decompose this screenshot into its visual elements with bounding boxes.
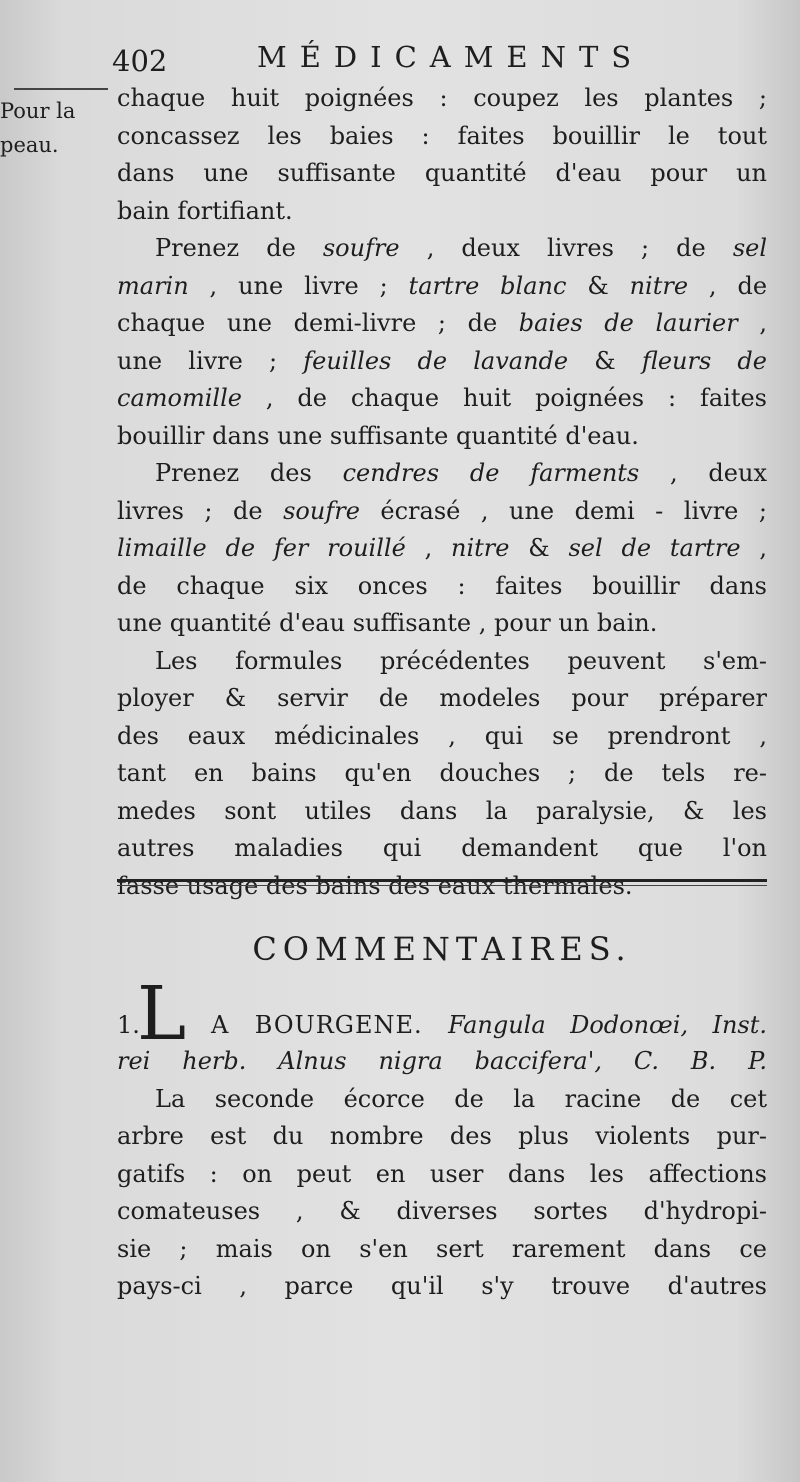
running-title: MÉDICAMENTS [257, 40, 645, 74]
text-line: des eaux médicinales , qui se prendront , [117, 721, 767, 750]
margin-note-line: Pour la [0, 99, 76, 123]
commentary-entry [117, 971, 768, 1306]
text-line: sie ; mais on s'en sert rarement dans ce [117, 1234, 767, 1263]
text-line: limaille de fer rouillé , nitre & sel de tartre , [117, 534, 767, 562]
text-line: de chaque six onces : faites bouillir dans [117, 571, 767, 600]
text-line: fasse usage des bains des eaux thermales. [117, 871, 633, 900]
text-line: bouillir dans une suffisante quantité d'eau. [117, 421, 639, 450]
text-line: dans une suffisante quantité d'eau pour un [117, 159, 767, 187]
text-line: La seconde écorce de la racine de cet [155, 1084, 767, 1113]
entry-number: 1. [117, 1011, 140, 1039]
margin-note-line: peau. [0, 133, 59, 157]
text-line: concassez les baies : faites bouillir le tout [117, 121, 767, 150]
text-line: autres maladies qui demandent que l'on [117, 834, 767, 862]
text-line: une livre ; feuilles de lavande & fleurs de [117, 346, 767, 375]
text-line: tant en bains qu'en douches ; de tels re- [117, 759, 767, 787]
text-line: rei herb. Alnus nigra baccifera', C. B. P. [117, 1047, 767, 1075]
divider-thick [117, 879, 767, 882]
text-line: ployer & servir de modeles pour préparer [117, 684, 767, 712]
text-line: medes sont utiles dans la paralysie, & les [117, 796, 767, 825]
margin-note [0, 94, 108, 162]
text-line: arbre est du nombre des plus violents pur- [117, 1122, 767, 1150]
text-line: pays-ci , parce qu'il s'y trouve d'autres [117, 1272, 767, 1300]
drop-cap: L [137, 971, 187, 1057]
text-line: Prenez des cendres de farments , deux [155, 459, 767, 487]
text-line: Prenez de soufre , deux livres ; de sel [155, 234, 768, 262]
entry-heading: A BOURGENE. Fangula Dodonœi, Inst. [211, 1011, 768, 1039]
page-number: 402 [112, 44, 168, 78]
entry-first-line [117, 971, 768, 1057]
text-line: marin , une livre ; tartre blanc & nitre , de [117, 271, 768, 300]
margin-rule [14, 88, 108, 90]
text-line: bain fortifiant. [117, 196, 293, 225]
text-line: gatifs : on peut en user dans les affections [117, 1159, 767, 1188]
section-heading: COMMENTAIRES. [252, 930, 632, 968]
text-line: une quantité d'eau suffisante , pour un bain. [117, 609, 658, 637]
running-head [112, 40, 772, 84]
text-line: chaque une demi-livre ; de baies de laurier , [117, 309, 767, 337]
text-line: Les formules précédentes peuvent s'em- [155, 646, 767, 675]
text-line: comateuses , & diverses sortes d'hydropi- [117, 1197, 767, 1225]
text-line: livres ; de soufre écrasé , une demi - livre ; [117, 496, 767, 525]
text-line: camomille , de chaque huit poignées : faites [117, 384, 767, 412]
text-line: chaque huit poignées : coupez les plantes ; [117, 84, 767, 112]
section-divider [117, 879, 767, 886]
body-text [117, 80, 767, 905]
divider-thin [117, 885, 767, 886]
